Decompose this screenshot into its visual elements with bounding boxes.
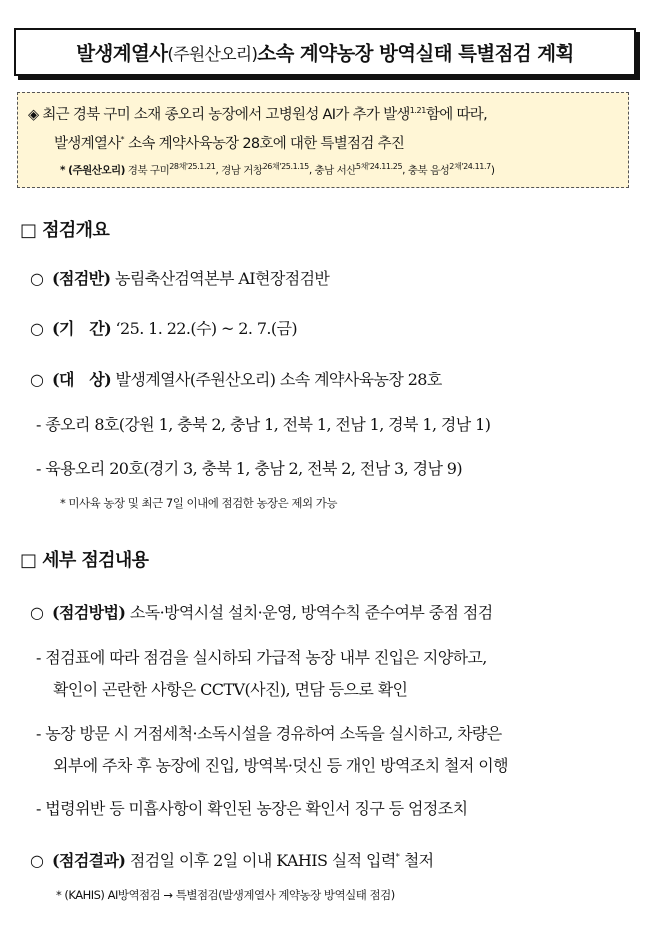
method-detail-1: - 점검표에 따라 점검을 실시하되 가급적 농장 내부 진입은 지양하고,: [36, 648, 487, 667]
item-text: 철저: [399, 851, 434, 870]
summary-text: 발생계열사: [54, 136, 121, 152]
asterisk-mark: *: [395, 852, 400, 862]
method-detail-2-cont: 외부에 주차 후 농장에 진입, 방역복·덧신 등 개인 방역조치 철저 이행: [53, 756, 508, 775]
target-sub-meat: - 육용오리 20호(경기 3, 충북 1, 충남 2, 전북 2, 전남 3, 경남 9): [36, 459, 463, 478]
circle-bullet-icon: ○: [30, 851, 44, 870]
circle-bullet-icon: ○: [30, 370, 44, 389]
details-item-result: [30, 848, 434, 871]
summary-line-1: [28, 103, 487, 124]
item-label: (점검결과): [52, 851, 126, 870]
document-title: [14, 28, 636, 76]
summary-text: 함에 따라,: [425, 107, 487, 123]
title-sub: (주원산오리): [167, 44, 258, 65]
note-sup: 2채'24.11.7: [449, 162, 491, 171]
note-sup: 26채'25.1.15: [262, 162, 309, 171]
note-item: , 충남 서산: [308, 164, 356, 177]
circle-bullet-icon: ○: [30, 269, 44, 288]
note-item: 경북 구미: [124, 164, 170, 177]
overview-item-period: [30, 316, 297, 339]
item-text: 발생계열사(주원산오리) 소속 계약사육농장 28호: [111, 370, 442, 389]
circle-bullet-icon: ○: [30, 319, 44, 338]
note-item: , 충북 음성: [402, 164, 450, 177]
note-sup: 5채'24.11.25: [355, 162, 403, 171]
overview-note: * 미사육 농장 및 최근 7일 이내에 점검한 농장은 제외 가능: [60, 496, 338, 510]
diamond-bullet-icon: ◈: [28, 107, 39, 123]
asterisk-mark: *: [120, 135, 125, 145]
section-heading-overview: □ 점검개요: [20, 220, 110, 241]
method-detail-3: - 법령위반 등 미흡사항이 확인된 농장은 확인서 징구 등 엄정조치: [36, 799, 468, 818]
summary-note: [60, 161, 494, 178]
summary-line-2: [54, 132, 404, 153]
section-heading-details: □ 세부 점검내용: [20, 550, 149, 571]
note-label: * (주원산오리): [60, 164, 125, 177]
item-label: (대 상): [52, 370, 112, 389]
note-item: , 경남 거창: [215, 164, 263, 177]
note-sup: 28채'25.1.21: [169, 162, 216, 171]
item-label: (점검방법): [52, 603, 126, 622]
summary-text: 소속 계약사육농장 28호에 대한 특별점검 추진: [124, 136, 405, 152]
item-label: (점검반): [52, 269, 111, 288]
method-detail-2: - 농장 방문 시 거점세척·소독시설을 경유하여 소독을 실시하고, 차량은: [36, 724, 502, 743]
target-sub-breeder: - 종오리 8호(강원 1, 충북 2, 충남 1, 전북 1, 전남 1, 경북 1, 경남 1): [36, 415, 491, 434]
item-text: 점검일 이후 2일 이내 KAHIS 실적 입력: [125, 851, 396, 870]
result-note: * (KAHIS) AI방역점검 → 특별점검(발생계열사 계약농장 방역실태 점검): [56, 888, 395, 902]
item-text: 소독·방역시설 설치·운영, 방역수칙 준수여부 중점 점검: [125, 603, 493, 622]
overview-item-target: [30, 367, 442, 390]
note-end: ): [490, 164, 495, 177]
summary-sup: 1.21: [409, 106, 426, 116]
summary-box: [17, 92, 629, 188]
summary-text: 최근 경북 구미 소재 종오리 농장에서 고병원성 AI가 추가 발생: [38, 107, 410, 123]
title-main-2: 소속 계약농장 방역실태 특별점검 계획: [257, 42, 574, 65]
method-detail-1-cont: 확인이 곤란한 사항은 CCTV(사진), 면담 등으로 확인: [53, 680, 408, 699]
title-main-1: 발생계열사: [76, 42, 168, 65]
circle-bullet-icon: ○: [30, 603, 44, 622]
item-text: ‘25. 1. 22.(수) ~ 2. 7.(금): [111, 319, 298, 338]
item-label: (기 간): [52, 319, 112, 338]
details-item-method: [30, 600, 493, 623]
item-text: 농림축산검역본부 AI현장점검반: [110, 269, 330, 288]
overview-item-team: [30, 266, 329, 289]
